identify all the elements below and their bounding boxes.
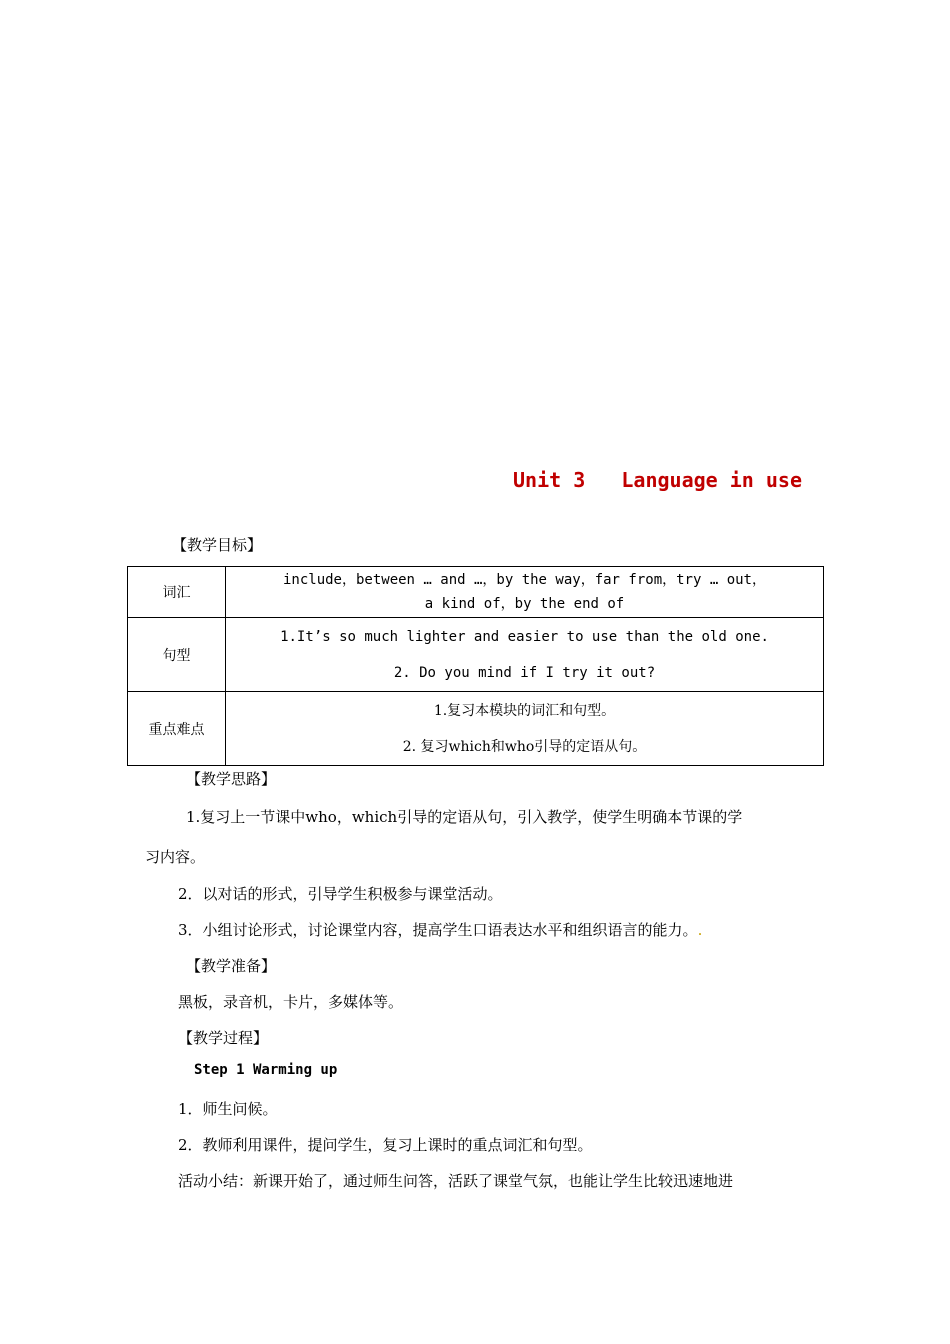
preparation-text: 黑板，录音机，卡片，多媒体等。 xyxy=(178,993,404,1011)
vocabulary-line: a kind of，by the end of xyxy=(424,596,625,612)
preparation-heading: 【教学准备】 xyxy=(186,957,277,975)
objectives-heading: 【教学目标】 xyxy=(172,536,263,554)
row-label-sentences: 句型 xyxy=(128,618,226,692)
row-label-vocabulary: 词汇 xyxy=(128,567,226,618)
table-row xyxy=(128,692,824,766)
sentences-cell xyxy=(226,618,824,692)
approach-item: 2．以对话的形式，引导学生积极参与课堂活动。 xyxy=(178,885,503,903)
key-points-cell xyxy=(226,692,824,766)
process-item: 活动小结：新课开始了，通过师生问答，活跃了课堂气氛，也能让学生比较迅速地进 xyxy=(178,1172,734,1190)
process-item: 2．教师利用课件，提问学生，复习上课时的重点词汇和句型。 xyxy=(178,1136,593,1154)
sentence-line: 2. Do you mind if I try it out? xyxy=(393,664,656,681)
approach-item: 3．小组讨论形式，讨论课堂内容，提高学生口语表达水平和组织语言的能力。. xyxy=(178,921,703,939)
process-heading: 【教学过程】 xyxy=(178,1029,269,1047)
key-point-line: 1.复习本模块的词汇和句型。 xyxy=(433,702,616,719)
approach-item: 习内容。 xyxy=(145,848,206,866)
vocabulary-cell xyxy=(226,567,824,618)
approach-item: 1.复习上一节课中who，which引导的定语从句，引入教学，使学生明确本节课的学 xyxy=(186,808,743,826)
step1-heading: Step 1 Warming up xyxy=(194,1062,338,1078)
process-item: 1．师生问候。 xyxy=(178,1100,278,1118)
table-row xyxy=(128,567,824,618)
objectives-table xyxy=(127,566,824,766)
document-title: Unit 3 Language in use xyxy=(513,468,802,492)
row-label-key-points: 重点难点 xyxy=(128,692,226,766)
key-point-line: 2. 复习which和who引导的定语从句。 xyxy=(402,738,647,755)
vocabulary-line: include，between … and …，by the way，far from，try … out， xyxy=(282,572,766,588)
sentence-line: 1.It’s so much lighter and easier to use than the old one. xyxy=(280,628,769,645)
approach-item-text: 3．小组讨论形式，讨论课堂内容，提高学生口语表达水平和组织语言的能力。 xyxy=(178,921,698,939)
table-row xyxy=(128,618,824,692)
approach-heading: 【教学思路】 xyxy=(186,770,277,788)
